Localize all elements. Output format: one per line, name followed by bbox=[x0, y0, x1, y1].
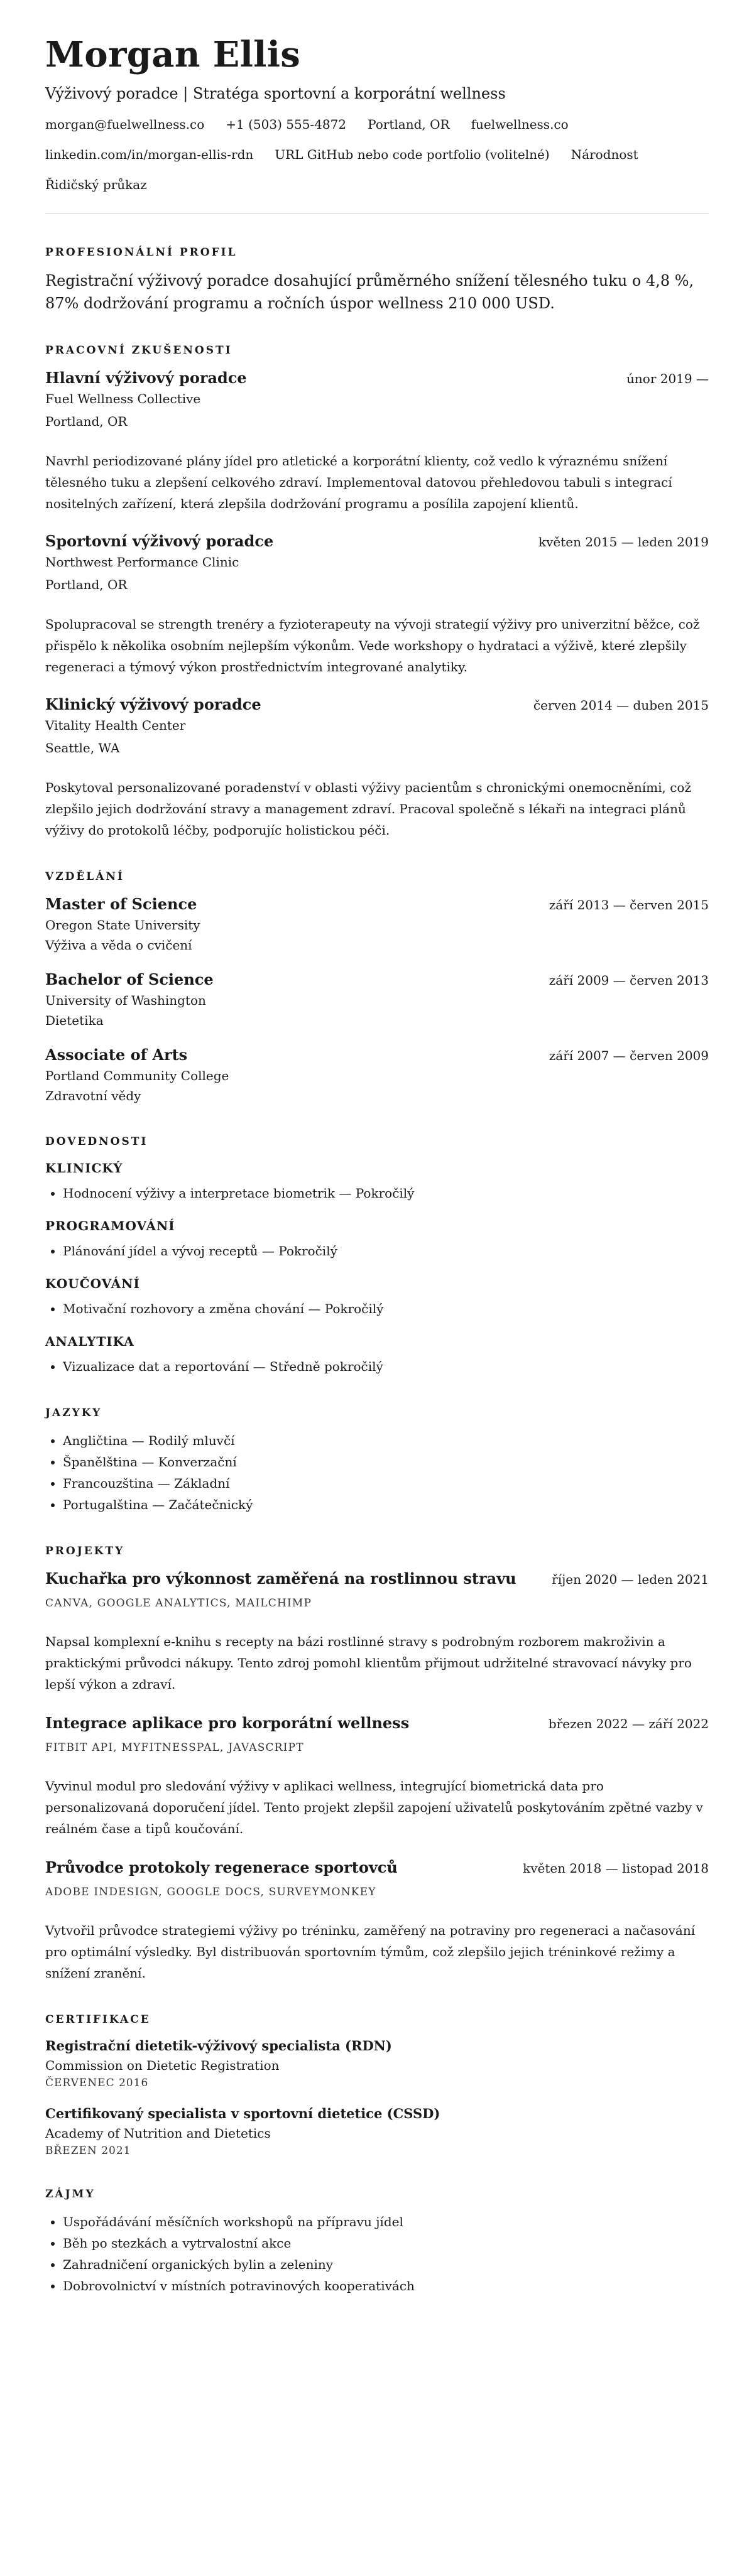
skill-item: • Plánování jídel a vývoj receptů — Pokročilý bbox=[63, 1240, 709, 1262]
education-entry bbox=[45, 894, 709, 955]
certification-issuer: Commission on Dietetic Registration bbox=[45, 2058, 280, 2073]
job-description: Navrhl periodizované plány jídel pro atletické a korporátní klienty, což vedlo k výraznému snížení tělesného tuku a zlepšení celkového zdraví. Implementoval datovou přehledovou tabuli s integrací nositelných zařízení, která zlepšila dodržování programu a posílila zapojení klientů. bbox=[45, 453, 672, 511]
job-title: Sportovní výživový poradce bbox=[45, 532, 274, 550]
language-item: • Francouzština — Základní bbox=[63, 1473, 709, 1494]
interest-item: • Uspořádávání měsíčních workshopů na přípravu jídel bbox=[63, 2211, 709, 2232]
job-date: únor 2019 — bbox=[626, 371, 709, 386]
job-company: Fuel Wellness Collective bbox=[45, 391, 201, 406]
education-entry bbox=[45, 1044, 709, 1106]
skill-item: • Vizualizace dat a reportování — Středně pokročilý bbox=[63, 1356, 709, 1377]
project-entry bbox=[45, 1857, 709, 1984]
candidate-headline: Výživový poradce | Stratéga sportovní a korporátní wellness bbox=[45, 85, 506, 102]
contact-phone[interactable]: +1 (503) 555-4872 bbox=[226, 117, 347, 132]
skill-item: • Hodnocení výživy a interpretace biometrik — Pokročilý bbox=[63, 1182, 709, 1204]
profile-section bbox=[45, 246, 709, 315]
skill-list bbox=[45, 1182, 709, 1204]
degree-title: Bachelor of Science bbox=[45, 970, 214, 988]
experience-entry bbox=[45, 694, 709, 841]
project-entry bbox=[45, 1568, 709, 1695]
skill-category: ANALYTIKA bbox=[45, 1334, 134, 1349]
certification-name: Registrační dietetik-výživový specialista (RDN) bbox=[45, 2038, 392, 2054]
skill-category: KOUČOVÁNÍ bbox=[45, 1276, 140, 1291]
education-date: září 2013 — červen 2015 bbox=[549, 897, 709, 912]
contact-location: Portland, OR bbox=[368, 117, 450, 132]
skill-list bbox=[45, 1298, 709, 1319]
contact-website[interactable]: fuelwellness.co bbox=[471, 117, 569, 132]
certification-name: Certifikovaný specialista v sportovní dietetice (CSSD) bbox=[45, 2106, 440, 2121]
language-item: • Angličtina — Rodilý mluvčí bbox=[63, 1430, 709, 1451]
education-entry bbox=[45, 969, 709, 1031]
project-entry bbox=[45, 1713, 709, 1839]
experience-entry bbox=[45, 531, 709, 678]
section-title-skills: DOVEDNOSTI bbox=[45, 1135, 148, 1148]
contact-nationality: Národnost bbox=[571, 147, 638, 162]
language-item: • Portugalština — Začátečnický bbox=[63, 1494, 709, 1515]
education-date: září 2007 — červen 2009 bbox=[549, 1048, 709, 1063]
project-tech: ADOBE INDESIGN, GOOGLE DOCS, SURVEYMONKEY bbox=[45, 1886, 376, 1898]
project-tech: CANVA, GOOGLE ANALYTICS, MAILCHIMP bbox=[45, 1597, 312, 1610]
skills-section bbox=[45, 1135, 709, 1377]
skill-group bbox=[45, 1332, 709, 1377]
job-company: Northwest Performance Clinic bbox=[45, 555, 239, 570]
job-date: květen 2015 — leden 2019 bbox=[538, 534, 709, 549]
certification-date: ČERVENEC 2016 bbox=[45, 2077, 149, 2089]
contact-portfolio: URL GitHub nebo code portfolio (volitelné) bbox=[275, 147, 550, 162]
section-title-certifications: CERTIFIKACE bbox=[45, 2013, 151, 2026]
contact-info bbox=[45, 117, 709, 192]
skill-category: PROGRAMOVÁNÍ bbox=[45, 1218, 175, 1233]
skill-group bbox=[45, 1159, 709, 1204]
section-title-experience: PRACOVNÍ ZKUŠENOSTI bbox=[45, 344, 232, 357]
section-title-projects: PROJEKTY bbox=[45, 1545, 125, 1557]
language-list bbox=[45, 1430, 709, 1515]
candidate-name: Morgan Ellis bbox=[45, 34, 301, 75]
contact-row-1 bbox=[45, 117, 709, 132]
contact-email[interactable]: morgan@fuelwellness.co bbox=[45, 117, 205, 132]
education-date: září 2009 — červen 2013 bbox=[549, 973, 709, 988]
contact-row-3 bbox=[45, 177, 709, 192]
project-description: Vytvořil průvodce strategiemi výživy po tréninku, zaměřený na potraviny pro regeneraci a načasování pro optimální výsledky. Byl distribuován sportovním týmům, což zlepšilo jejich tréninkové režimy a snížení zranění. bbox=[45, 1923, 696, 1981]
job-company: Vitality Health Center bbox=[45, 718, 186, 733]
education-field: Zdravotní vědy bbox=[45, 1088, 141, 1103]
experience-entry bbox=[45, 367, 709, 514]
certification-entry bbox=[45, 2104, 709, 2158]
project-date: říjen 2020 — leden 2021 bbox=[552, 1572, 709, 1587]
resume-header bbox=[45, 34, 709, 214]
skill-list bbox=[45, 1240, 709, 1262]
certification-issuer: Academy of Nutrition and Dietetics bbox=[45, 2126, 271, 2141]
section-title-education: VZDĚLÁNÍ bbox=[45, 870, 124, 883]
skill-category: KLINICKÝ bbox=[45, 1161, 123, 1176]
job-location: Portland, OR bbox=[45, 577, 128, 592]
skill-group bbox=[45, 1216, 709, 1262]
degree-title: Master of Science bbox=[45, 895, 197, 913]
interest-item: • Zahradničení organických bylin a zeleniny bbox=[63, 2254, 709, 2275]
job-title: Klinický výživový poradce bbox=[45, 695, 261, 713]
project-name: Integrace aplikace pro korporátní wellness bbox=[45, 1714, 410, 1732]
project-name: Kuchařka pro výkonnost zaměřená na rostlinnou stravu bbox=[45, 1569, 516, 1588]
language-item: • Španělština — Konverzační bbox=[63, 1451, 709, 1473]
education-field: Dietetika bbox=[45, 1013, 104, 1028]
education-section bbox=[45, 870, 709, 1106]
education-school: University of Washington bbox=[45, 993, 206, 1008]
job-location: Seattle, WA bbox=[45, 740, 120, 755]
interest-list bbox=[45, 2211, 709, 2297]
skill-group bbox=[45, 1274, 709, 1319]
job-location: Portland, OR bbox=[45, 414, 128, 429]
education-school: Oregon State University bbox=[45, 917, 200, 933]
job-description: Spolupracoval se strength trenéry a fyzioterapeuty na vývoji strategií výživy pro univerzitní běžce, což přispělo k několika osobním nejlepším výkonům. Vede workshopy o hydrataci a výživě, které zlepšily regeneraci a týmový výkon prostřednictvím integrované analytiky. bbox=[45, 617, 700, 674]
project-description: Vyvinul modul pro sledování výživy v aplikaci wellness, integrující biometrická data pro personalizovaná doporučení jídel. Tento projekt zlepšil zapojení uživatelů poskytováním zpětné vazby v reálném čase a tipů koučování. bbox=[45, 1778, 703, 1836]
job-description: Poskytoval personalizované poradenství v oblasti výživy pacientům s chronickými onemocněními, což zlepšilo jejich dodržování stravy a management zdraví. Pracoval společně s lékaři na integraci plánů výživy do protokolů léčby, podporujíc holistickou péči. bbox=[45, 780, 691, 838]
project-description: Napsal komplexní e-knihu s recepty na bázi rostlinné stravy s podrobným rozborem makroživin a praktickými průvodci nákupy. Tento zdroj pomohl klientům přijmout udržitelné stravovací návyky pro lepší výkon a zdraví. bbox=[45, 1634, 692, 1692]
certifications-section bbox=[45, 2013, 709, 2158]
job-title: Hlavní výživový poradce bbox=[45, 369, 247, 387]
certification-date: BŘEZEN 2021 bbox=[45, 2145, 131, 2157]
job-date: červen 2014 — duben 2015 bbox=[533, 698, 709, 713]
interest-item: • Běh po stezkách a vytrvalostní akce bbox=[63, 2232, 709, 2254]
interest-item: • Dobrovolnictví v místních potravinových kooperativách bbox=[63, 2275, 709, 2297]
interests-section bbox=[45, 2187, 709, 2297]
certification-entry bbox=[45, 2037, 709, 2091]
profile-summary: Registrační výživový poradce dosahující průměrného snížení tělesného tuku o 4,8 %, 87% dodržování programu a ročních úspor wellness 210 000 USD. bbox=[45, 272, 694, 312]
projects-section bbox=[45, 1544, 709, 1984]
experience-section bbox=[45, 344, 709, 841]
contact-drivers-license: Řidičský průkaz bbox=[45, 177, 147, 192]
skill-list bbox=[45, 1356, 709, 1377]
section-title-profile: PROFESIONÁLNÍ PROFIL bbox=[45, 246, 238, 259]
education-field: Výživa a věda o cvičení bbox=[45, 938, 192, 953]
section-title-interests: ZÁJMY bbox=[45, 2188, 96, 2200]
project-date: březen 2022 — září 2022 bbox=[548, 1716, 709, 1731]
contact-row-2 bbox=[45, 147, 709, 162]
education-school: Portland Community College bbox=[45, 1068, 229, 1083]
languages-section bbox=[45, 1406, 709, 1515]
contact-linkedin[interactable]: linkedin.com/in/morgan-ellis-rdn bbox=[45, 147, 254, 162]
degree-title: Associate of Arts bbox=[45, 1046, 188, 1064]
project-date: květen 2018 — listopad 2018 bbox=[523, 1861, 709, 1876]
skill-item: • Motivační rozhovory a změna chování — Pokročilý bbox=[63, 1298, 709, 1319]
project-tech: FITBIT API, MYFITNESSPAL, JAVASCRIPT bbox=[45, 1741, 304, 1754]
section-title-languages: JAZYKY bbox=[45, 1407, 102, 1419]
project-name: Průvodce protokoly regenerace sportovců bbox=[45, 1858, 398, 1876]
